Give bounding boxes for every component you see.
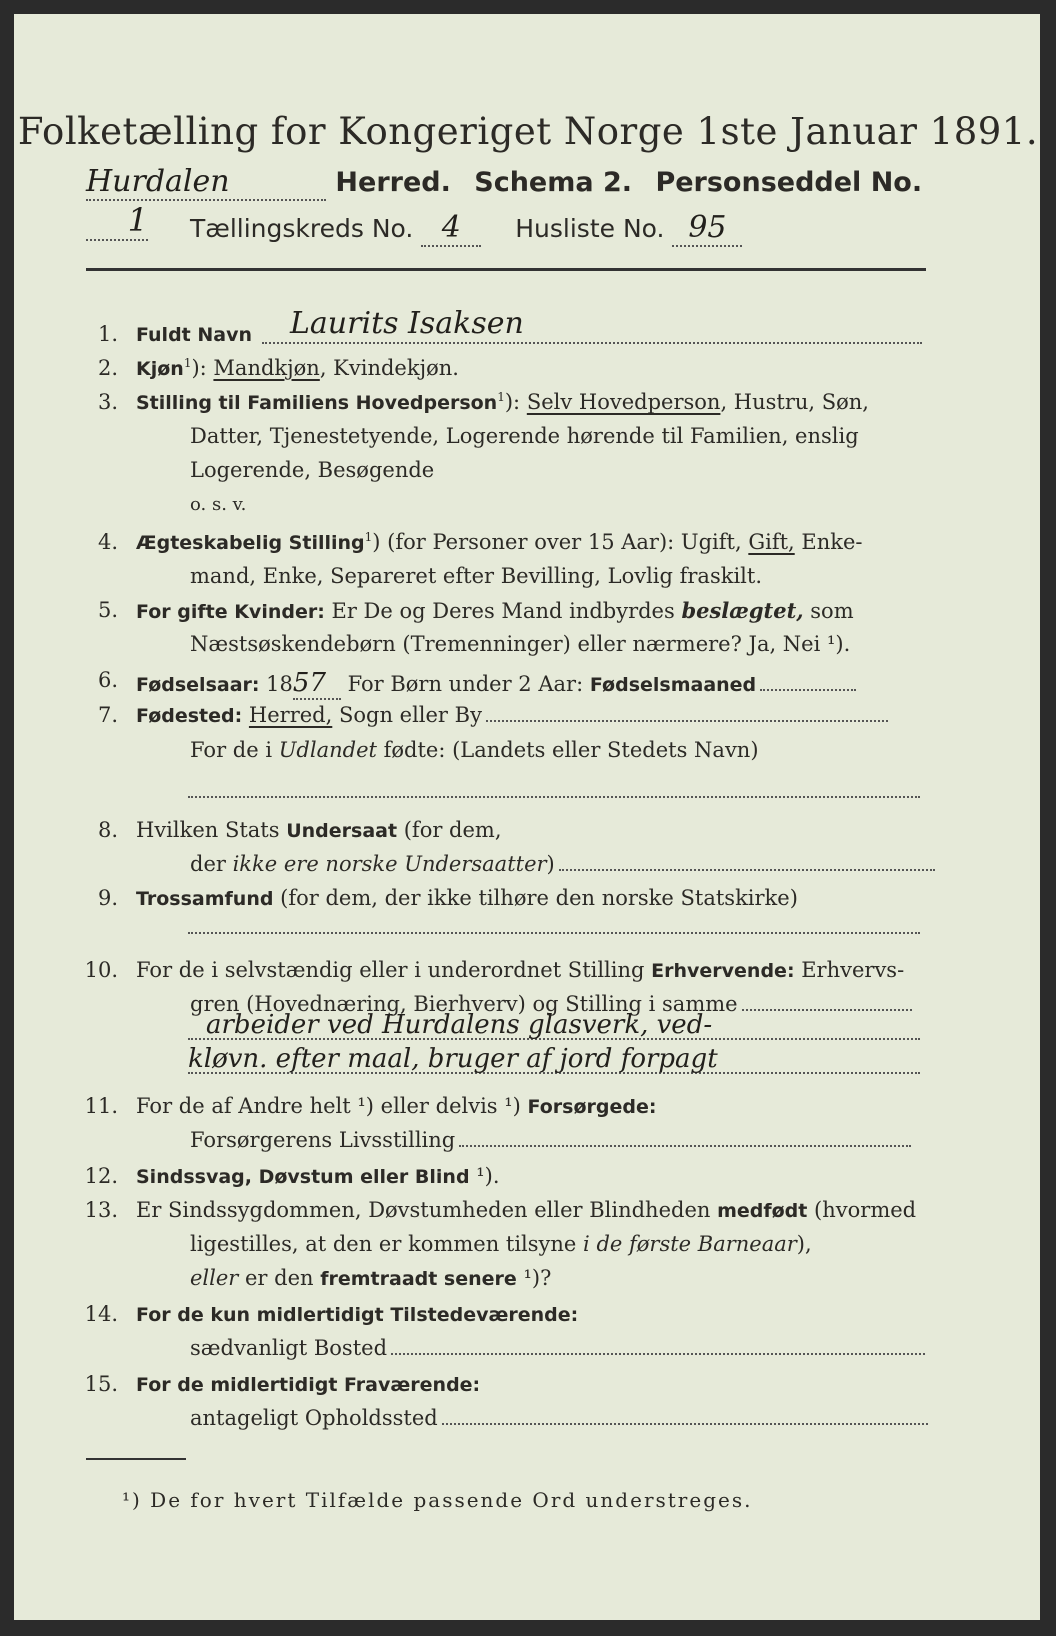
q4-line-2: mand, Enke, Separeret efter Bevilling, Lovlig fraskilt. xyxy=(190,564,763,588)
q6-label-2: Fødselsmaaned xyxy=(589,674,757,696)
husliste-number: 95 xyxy=(672,210,742,247)
q15-line2: antageligt Opholdssted xyxy=(190,1406,438,1430)
q7-line2-italic: Udlandet xyxy=(278,738,377,762)
q3-line-4: o. s. v. xyxy=(190,494,247,515)
q15-line-2 xyxy=(190,1406,928,1430)
q15-label: For de midlertidigt Fraværende: xyxy=(136,1374,481,1396)
q15-number: 15. xyxy=(84,1372,118,1396)
q13-line2-italic: i de første Barneaar xyxy=(583,1232,797,1256)
q12-number: 12. xyxy=(84,1164,118,1188)
q7-answer-line-2 xyxy=(188,796,920,798)
header-line-2 xyxy=(190,210,742,247)
q2-text: ): xyxy=(191,356,214,380)
personseddel-label: Personseddel No. xyxy=(655,167,923,198)
q13-line3-b: ¹)? xyxy=(516,1266,552,1290)
q6-year-answer: 57 xyxy=(293,668,341,700)
q11-line2: Forsørgerens Livsstilling xyxy=(190,1128,456,1152)
q5-number: 5. xyxy=(97,598,118,622)
q2-option-mandkjon: Mandkjøn xyxy=(213,356,320,380)
q8-line-1 xyxy=(136,818,502,842)
q9-answer-line xyxy=(188,932,920,934)
q14-number: 14. xyxy=(84,1302,118,1326)
q7-option-herred: Herred, xyxy=(248,703,333,727)
q9-number: 9. xyxy=(97,886,118,910)
q5-line-2: Næstsøskendebørn (Tremenninger) eller nærmere? Ja, Nei ¹). xyxy=(190,632,851,656)
q7-line-2 xyxy=(190,738,759,762)
q13-line3-a: er den xyxy=(238,1266,321,1290)
q1-row xyxy=(136,322,252,346)
q7-label: Fødested: xyxy=(136,705,243,727)
q6-answer-line xyxy=(760,689,856,691)
q11-text: For de af Andre helt ¹) eller delvis ¹) xyxy=(136,1094,528,1118)
q6-label: Fødselsaar: xyxy=(136,674,260,696)
q13-line3-italic: eller xyxy=(190,1266,239,1290)
q10-number: 10. xyxy=(84,958,118,982)
q2-sup: 1 xyxy=(183,356,192,370)
q11-line-2 xyxy=(190,1128,911,1152)
q13-line-1 xyxy=(136,1198,916,1222)
q9-line-1 xyxy=(136,886,798,910)
q1-answer-line xyxy=(262,342,922,344)
q12-row xyxy=(136,1164,500,1188)
q10-answer-line xyxy=(742,1009,912,1011)
q4-number: 4. xyxy=(97,530,118,554)
q7-line2-a: For de i xyxy=(190,738,279,762)
q6-century: 18 xyxy=(259,672,293,696)
q8-text-b: (for dem, xyxy=(397,818,502,842)
q13-number: 13. xyxy=(84,1198,118,1222)
q3-option-selv-hovedperson: Selv Hovedperson xyxy=(526,390,721,414)
q4-text: ) (for Personer over 15 Aar): Ugift, xyxy=(372,530,749,554)
q7-number: 7. xyxy=(97,703,118,727)
taellingskreds-number: 4 xyxy=(421,210,481,247)
q13-text-a: Er Sindssygdommen, Døvstumheden eller Blindheden xyxy=(136,1198,718,1222)
header-divider xyxy=(86,268,926,271)
q3-line1-rest: , Hustru, Søn, xyxy=(720,390,869,414)
q1-label: Fuldt Navn xyxy=(136,324,253,346)
q8-line2-b: ) xyxy=(546,852,555,876)
q9-label: Trossamfund xyxy=(136,888,274,910)
q8-line2-a: der xyxy=(190,852,233,876)
q8-line-2 xyxy=(190,852,935,876)
q8-text-a: Hvilken Stats xyxy=(136,818,287,842)
q4-label: Ægteskabelig Stilling xyxy=(136,532,365,554)
q8-number: 8. xyxy=(97,818,118,842)
q4-option-gift: Gift, xyxy=(748,530,795,554)
q4-line-1 xyxy=(136,530,863,554)
q11-number: 11. xyxy=(84,1094,118,1118)
q4-sup: 1 xyxy=(364,530,373,544)
q10-text-a: For de i selvstændig eller i underordnet Stilling xyxy=(136,958,652,982)
q7-line2-b: fødte: (Landets eller Stedets Navn) xyxy=(376,738,759,762)
footnote-rule xyxy=(86,1458,186,1460)
q14-answer-line xyxy=(391,1353,925,1355)
q4-line1-rest: Enke- xyxy=(794,530,863,554)
q7-answer-line xyxy=(486,720,888,722)
herred-handwritten: Hurdalen xyxy=(86,164,326,201)
q11-line-1 xyxy=(136,1094,656,1118)
q2-label: Kjøn xyxy=(136,358,184,380)
q6-number: 6. xyxy=(97,668,118,692)
q8-answer-line xyxy=(559,869,935,871)
q14-line2: sædvanligt Bosted xyxy=(190,1336,388,1360)
footnote: ¹) De for hvert Tilfælde passende Ord understreges. xyxy=(122,1488,753,1512)
husliste-label: Husliste No. xyxy=(515,214,665,243)
q3-line-2: Datter, Tjenestetyende, Logerende hørende til Familien, enslig xyxy=(190,424,859,448)
q5-line1-rest: som xyxy=(803,599,854,623)
q10-line-1 xyxy=(136,958,904,982)
q10-answer-2: kløvn. efter maal, bruger af jord forpagt xyxy=(188,1044,718,1074)
q3-text: ): xyxy=(504,390,527,414)
q9-text: (for dem, der ikke tilhøre den norske Statskirke) xyxy=(273,886,798,910)
q10-answer-1: arbeider ved Hurdalens glasverk, ved- xyxy=(206,1010,713,1040)
q3-label: Stilling til Familiens Hovedperson xyxy=(136,392,498,414)
herred-label: Herred. xyxy=(335,167,451,198)
personseddel-number: 1 xyxy=(86,201,148,241)
q7-line-1 xyxy=(136,703,888,727)
taellingskreds-label: Tællingskreds No. xyxy=(190,214,414,243)
q2-option-kvindekjon: , Kvindekjøn. xyxy=(319,356,459,380)
q7-text: Sogn eller By xyxy=(332,703,482,727)
q3-number: 3. xyxy=(97,390,118,414)
form-title: Folketælling for Kongeriget Norge 1ste Januar 1891. xyxy=(17,110,1039,153)
q5-line-1 xyxy=(136,598,854,623)
q10-text-b: Erhvervs- xyxy=(794,958,905,982)
q10-label: Erhvervende: xyxy=(651,960,795,982)
q12-text: ¹). xyxy=(469,1164,500,1188)
q5-label: For gifte Kvinder: xyxy=(136,601,325,623)
q13-line-3 xyxy=(190,1266,551,1290)
q11-answer-line xyxy=(459,1145,911,1147)
q15-answer-line xyxy=(442,1423,928,1425)
q6-row xyxy=(136,668,856,700)
q5-italic: beslægtet, xyxy=(681,598,804,623)
q2-row xyxy=(136,356,459,380)
q8-label: Undersaat xyxy=(286,820,398,842)
q11-label: Forsørgede: xyxy=(527,1096,657,1118)
q12-label: Sindssvag, Døvstum eller Blind xyxy=(136,1166,470,1188)
schema-label: Schema 2. xyxy=(474,167,633,198)
q1-answer: Laurits Isaksen xyxy=(290,306,524,341)
q14-line-2 xyxy=(190,1336,925,1360)
q13-label: medfødt xyxy=(717,1200,808,1222)
q5-text: Er De og Deres Mand indbyrdes xyxy=(324,599,682,623)
q3-sup: 1 xyxy=(497,390,505,404)
q1-number: 1. xyxy=(97,322,118,346)
q10-line2: gren (Hovednæring, Bierhverv) og Stilling i samme xyxy=(190,992,738,1016)
q8-line2-italic: ikke ere norske Undersaatter xyxy=(232,852,547,876)
q13-line2-a: ligestilles, at den er kommen tilsyne xyxy=(190,1232,584,1256)
q6-text: For Børn under 2 Aar: xyxy=(340,672,590,696)
q13-line2-b: ), xyxy=(796,1232,812,1256)
q3-line-1 xyxy=(136,390,869,414)
q13-line-2 xyxy=(190,1232,812,1256)
q13-line3-bold: fremtraadt senere xyxy=(320,1268,517,1290)
q14-line-1 xyxy=(136,1302,578,1326)
q15-line-1 xyxy=(136,1372,480,1396)
q2-number: 2. xyxy=(97,356,118,380)
q3-line-3: Logerende, Besøgende xyxy=(190,458,435,482)
q13-text-b: (hvormed xyxy=(807,1198,917,1222)
q14-label: For de kun midlertidigt Tilstedeværende: xyxy=(136,1304,579,1326)
